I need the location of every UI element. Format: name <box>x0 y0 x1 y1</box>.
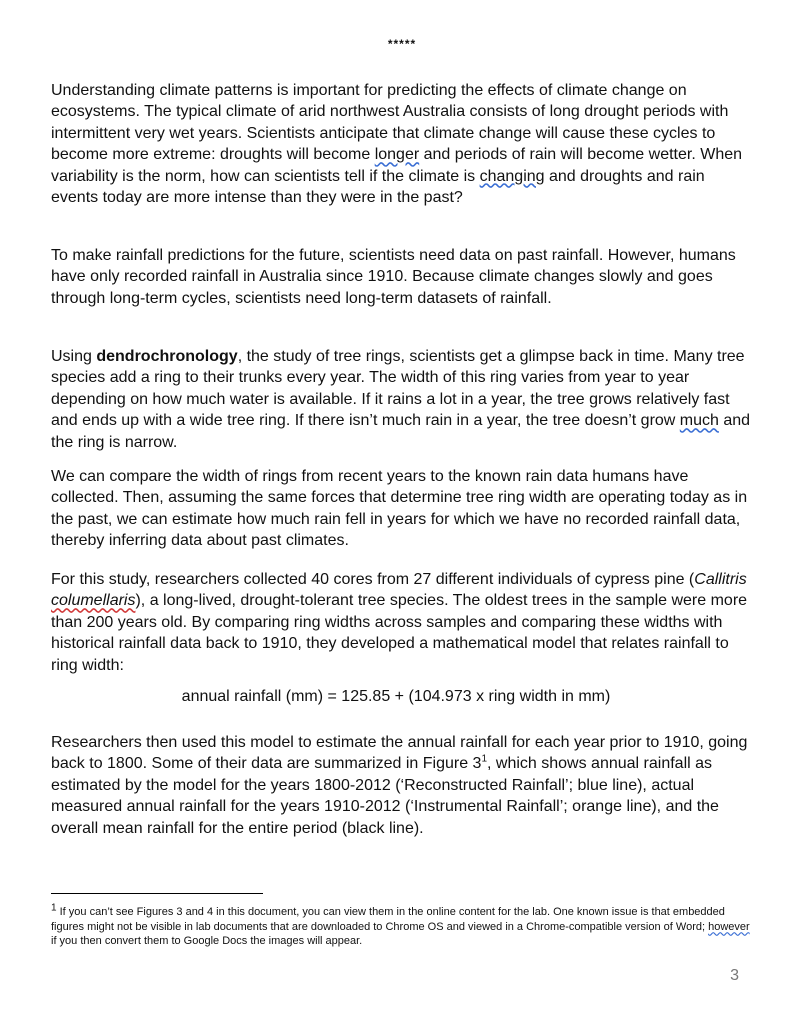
grammar-flag-much: much <box>679 412 719 430</box>
paragraph-study-method: For this study, researchers collected 40 cores from 27 different individuals of cypress pine (Callitris columellaris), a long-lived, drought-tolerant tree species. The oldest trees in the sample were more than 200 years old. By comparing ring widths across samples and comparing these widths with historical rainfall data back to 1910, they developed a mathematical model that relates rainfall to ring width: <box>51 571 748 674</box>
footnote-marker: 1 <box>51 902 57 914</box>
paragraph-climate-patterns: Understanding climate patterns is important for predicting the effects of climate change on ecosystems. The typical climate of arid northwest Australia consists of long drought periods with intermittent very wet years. Scientists anticipate that climate change will cause these cycles to become more extreme: droughts will become longer and periods of rain will become wetter. When variability is the norm, how can scientists tell if the climate is changing and droughts and rain events today are more intense than they were in the past? <box>51 82 743 207</box>
footnote: $^1$ If you can’t see Figures 3 and 4 in this document, you can view them in the online content for the lab. One known issue is that embedded figures might not be visible in lab documents that are downloaded to Chrome OS and viewed in a Chrome-compatible version of Word; however if you then convert them to Google Docs the images will appear. <box>51 902 750 947</box>
page-number: 3 <box>730 967 739 984</box>
paragraph-ring-comparison: We can compare the width of rings from recent years to the known rain data humans have collected. Then, assuming the same forces that determine tree ring width are operating today as in the past, we can estimate how much rain fell in years for which we have no recorded rainfall data, thereby inferring data about past climates. <box>51 468 748 550</box>
footnote-ref: 1 <box>481 754 488 766</box>
paragraph-dendrochronology: Using dendrochronology, the study of tree rings, scientists get a glimpse back in time. Many tree species add a ring to their trunks every year. The width of this ring varies from year to year depending on how much water is available. If it rains a lot in a year, the tree grows relatively fast and ends up with a wide tree ring. If there isn’t much rain in a year, the tree doesn’t grow much and the ring is narrow. <box>51 348 751 451</box>
paragraph-model-results: Researchers then used this model to estimate the annual rainfall for each year prior to 1910, going back to 1800. Some of their data are summarized in Figure $3^1$, which shows annual rainfall as estimated by the model for the years 1800-2012 (‘Reconstructed Rainfall’; blue line), actual measured annual rainfall for the years 1910-2012 (‘Instrumental Rainfall’; orange line), and the overall mean rainfall for the entire period (black line). <box>51 734 748 837</box>
spelling-flag-columellaris: columellaris <box>51 592 136 610</box>
grammar-flag-longer: longer <box>374 146 420 164</box>
footnote-divider <box>51 893 263 894</box>
species-genus: Callitris <box>694 571 747 588</box>
rainfall-equation: annual rainfall (mm) = 125.85 + (104.973 x ring width in mm) <box>181 688 611 705</box>
term-dendrochronology: dendrochronology <box>96 348 238 365</box>
paragraph-rainfall-data: To make rainfall predictions for the future, scientists need data on past rainfall. However, humans have only recorded rainfall in Australia since 1910. Because climate changes slowly and goes through long-term cycles, scientists need long-term datasets of rainfall. <box>51 247 736 307</box>
section-separator: ***** <box>387 37 417 51</box>
grammar-flag-however: however <box>708 920 750 933</box>
grammar-flag-changing: changing <box>479 167 545 185</box>
